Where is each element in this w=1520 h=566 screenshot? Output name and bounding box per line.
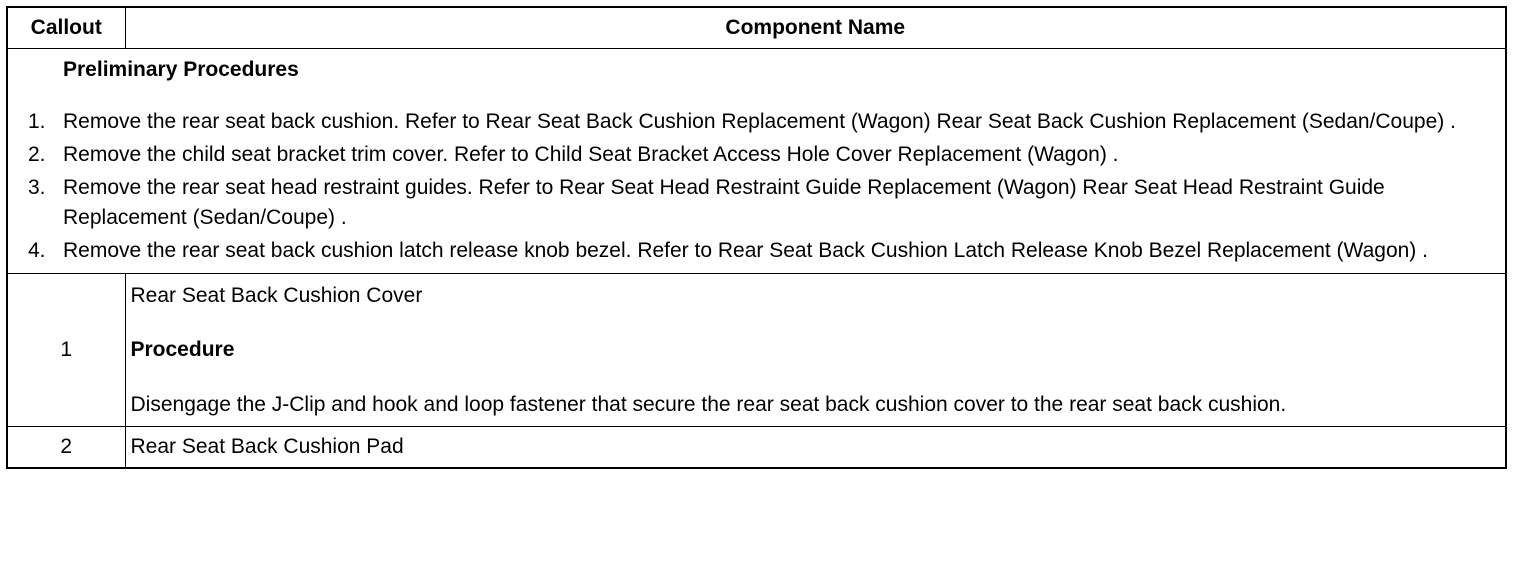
step-number: 2. [28,143,46,166]
preliminary-step-3 [8,173,1505,233]
component-table [6,6,1507,469]
callout-header: Callout [7,7,125,49]
step-text: Remove the rear seat back cushion latch release knob bezel. Refer to Rear Seat Back Cushion Latch Release Knob Bezel Replacement (Wagon) . [63,239,1428,262]
table-row [7,274,1506,427]
preliminary-steps [8,107,1505,266]
component-cell [125,274,1506,427]
preliminary-step-4 [8,236,1505,266]
preliminary-row [7,49,1506,274]
table-row [7,427,1506,469]
step-text: Remove the rear seat back cushion. Refer to Rear Seat Back Cushion Replacement (Wagon) Rear Seat Back Cushion Replacement (Sedan/Coupe) . [63,110,1456,133]
header-row [7,7,1506,49]
step-number: 3. [28,176,46,199]
procedure-heading: Procedure [130,338,235,361]
step-text: Remove the rear seat head restraint guides. Refer to Rear Seat Head Restraint Guide Replacement (Wagon) Rear Seat Head Restraint Guide Replacement (Sedan/Coupe) . [63,176,1385,229]
callout-cell: 2 [7,427,125,469]
step-number: 1. [28,110,46,133]
preliminary-spacer [8,85,1505,107]
preliminary-step-2 [8,140,1505,170]
preliminary-title: Preliminary Procedures [63,58,299,81]
preliminary-step-1 [8,107,1505,137]
component-name: Rear Seat Back Cushion Cover [130,284,423,307]
procedure-text: Disengage the J-Clip and hook and loop fastener that secure the rear seat back cushion cover to the rear seat back cushion. [130,393,1287,416]
preliminary-cell [7,49,1506,274]
component-name-header: Component Name [125,7,1506,49]
step-number: 4. [28,239,46,262]
step-text: Remove the child seat bracket trim cover. Refer to Child Seat Bracket Access Hole Cover Replacement (Wagon) . [63,143,1119,166]
callout-cell: 1 [7,274,125,427]
component-cell [125,427,1506,469]
component-name: Rear Seat Back Cushion Pad [130,435,404,458]
